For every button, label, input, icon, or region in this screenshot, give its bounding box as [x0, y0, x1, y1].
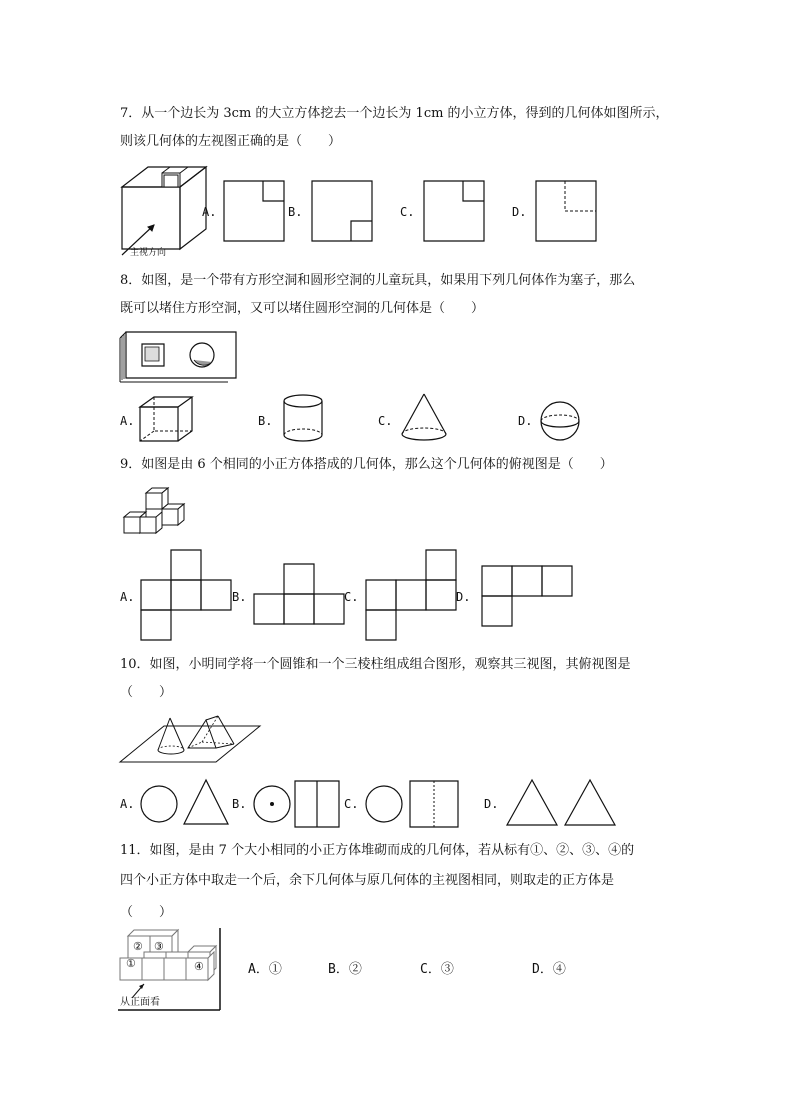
- q11-option-d[interactable]: D．④: [532, 962, 566, 977]
- q9-option-d-label[interactable]: D.: [456, 590, 471, 604]
- q10-text-line1: 10．如图，小明同学将一个圆锥和一个三棱柱组成组合图形，观察其三视图，其俯视图是: [120, 657, 631, 672]
- q10-option-c-figure[interactable]: [365, 780, 461, 828]
- q8-option-c-label[interactable]: C.: [378, 414, 393, 428]
- q7-option-b-label[interactable]: B.: [288, 205, 303, 219]
- q9-option-b-figure[interactable]: [253, 563, 346, 625]
- q8-text-line1: 8．如图，是一个带有方形空洞和圆形空洞的儿童玩具，如果用下列几何体作为塞子，那么: [120, 273, 636, 288]
- q8-option-b-label[interactable]: B.: [258, 414, 273, 428]
- q7-text-line1: 7．从一个边长为 3cm 的大立方体挖去一个边长为 1cm 的小立方体，得到的几何体如图所示，: [120, 106, 669, 121]
- q11-option-a[interactable]: A．①: [248, 962, 282, 977]
- q11-label-3: ③: [154, 940, 164, 953]
- q10-option-c-label[interactable]: C.: [344, 797, 359, 811]
- q10-option-a-label[interactable]: A.: [120, 797, 135, 811]
- q10-option-d-figure[interactable]: [505, 778, 617, 828]
- q7-option-d-label[interactable]: D.: [512, 205, 527, 219]
- q11-text-line2: 四个小正方体中取走一个后，余下几何体与原几何体的主视图相同，则取走的正方体是: [120, 873, 615, 888]
- q10-option-a-figure[interactable]: [140, 778, 232, 828]
- q8-option-a-label[interactable]: A.: [120, 414, 135, 428]
- q11-label-2: ②: [133, 940, 143, 953]
- q9-option-c-figure[interactable]: [365, 549, 458, 641]
- q8-option-a-figure[interactable]: [138, 395, 196, 445]
- q8-text-line2: 既可以堵住方形空洞，又可以堵住圆形空洞的几何体是（ ）: [120, 301, 485, 316]
- q11-label-1: ①: [126, 957, 136, 970]
- q7-option-b-figure[interactable]: [311, 180, 373, 242]
- q9-option-a-label[interactable]: A.: [120, 590, 135, 604]
- q8-figure-toy-board: [118, 330, 240, 386]
- q9-option-c-label[interactable]: C.: [344, 590, 359, 604]
- q7-option-c-figure[interactable]: [423, 180, 485, 242]
- q7-option-d-figure[interactable]: [535, 180, 597, 242]
- q11-view-label: 从正面看: [120, 997, 160, 1008]
- q9-text-line1: 9．如图是由 6 个相同的小正方体搭成的几何体，那么这个几何体的俯视图是（ ）: [120, 457, 613, 472]
- q9-option-d-figure[interactable]: [481, 565, 574, 627]
- q10-text-line2: （ ）: [120, 685, 173, 700]
- q7-option-a-label[interactable]: A.: [202, 205, 217, 219]
- q11-label-4: ④: [194, 960, 204, 973]
- q11-text-line1: 11．如图，是由 7 个大小相同的小正方体堆砌而成的几何体，若从标有①、②、③、④的: [120, 843, 635, 858]
- q8-option-d-figure[interactable]: [539, 400, 581, 442]
- q10-option-d-label[interactable]: D.: [484, 797, 499, 811]
- q9-option-b-label[interactable]: B.: [232, 590, 247, 604]
- q11-text-line3: （ ）: [120, 905, 173, 920]
- q8-option-d-label[interactable]: D.: [518, 414, 533, 428]
- q8-option-c-figure[interactable]: [399, 392, 449, 444]
- q10-option-b-figure[interactable]: [253, 780, 341, 828]
- q10-option-b-label[interactable]: B.: [232, 797, 247, 811]
- q7-arrow-label: 主视方向: [130, 248, 167, 258]
- q9-option-a-figure[interactable]: [140, 549, 233, 641]
- q7-text-line2: 则该几何体的左视图正确的是（ ）: [120, 134, 342, 149]
- q7-option-a-figure[interactable]: [223, 180, 285, 242]
- q7-option-c-label[interactable]: C.: [400, 205, 415, 219]
- q10-figure-cone-and-prism: [118, 714, 262, 766]
- q11-option-c[interactable]: C．③: [420, 962, 454, 977]
- q8-option-b-figure[interactable]: [281, 393, 325, 445]
- q9-figure-stacked-cubes: [118, 485, 190, 539]
- q11-option-b[interactable]: B．②: [328, 962, 362, 977]
